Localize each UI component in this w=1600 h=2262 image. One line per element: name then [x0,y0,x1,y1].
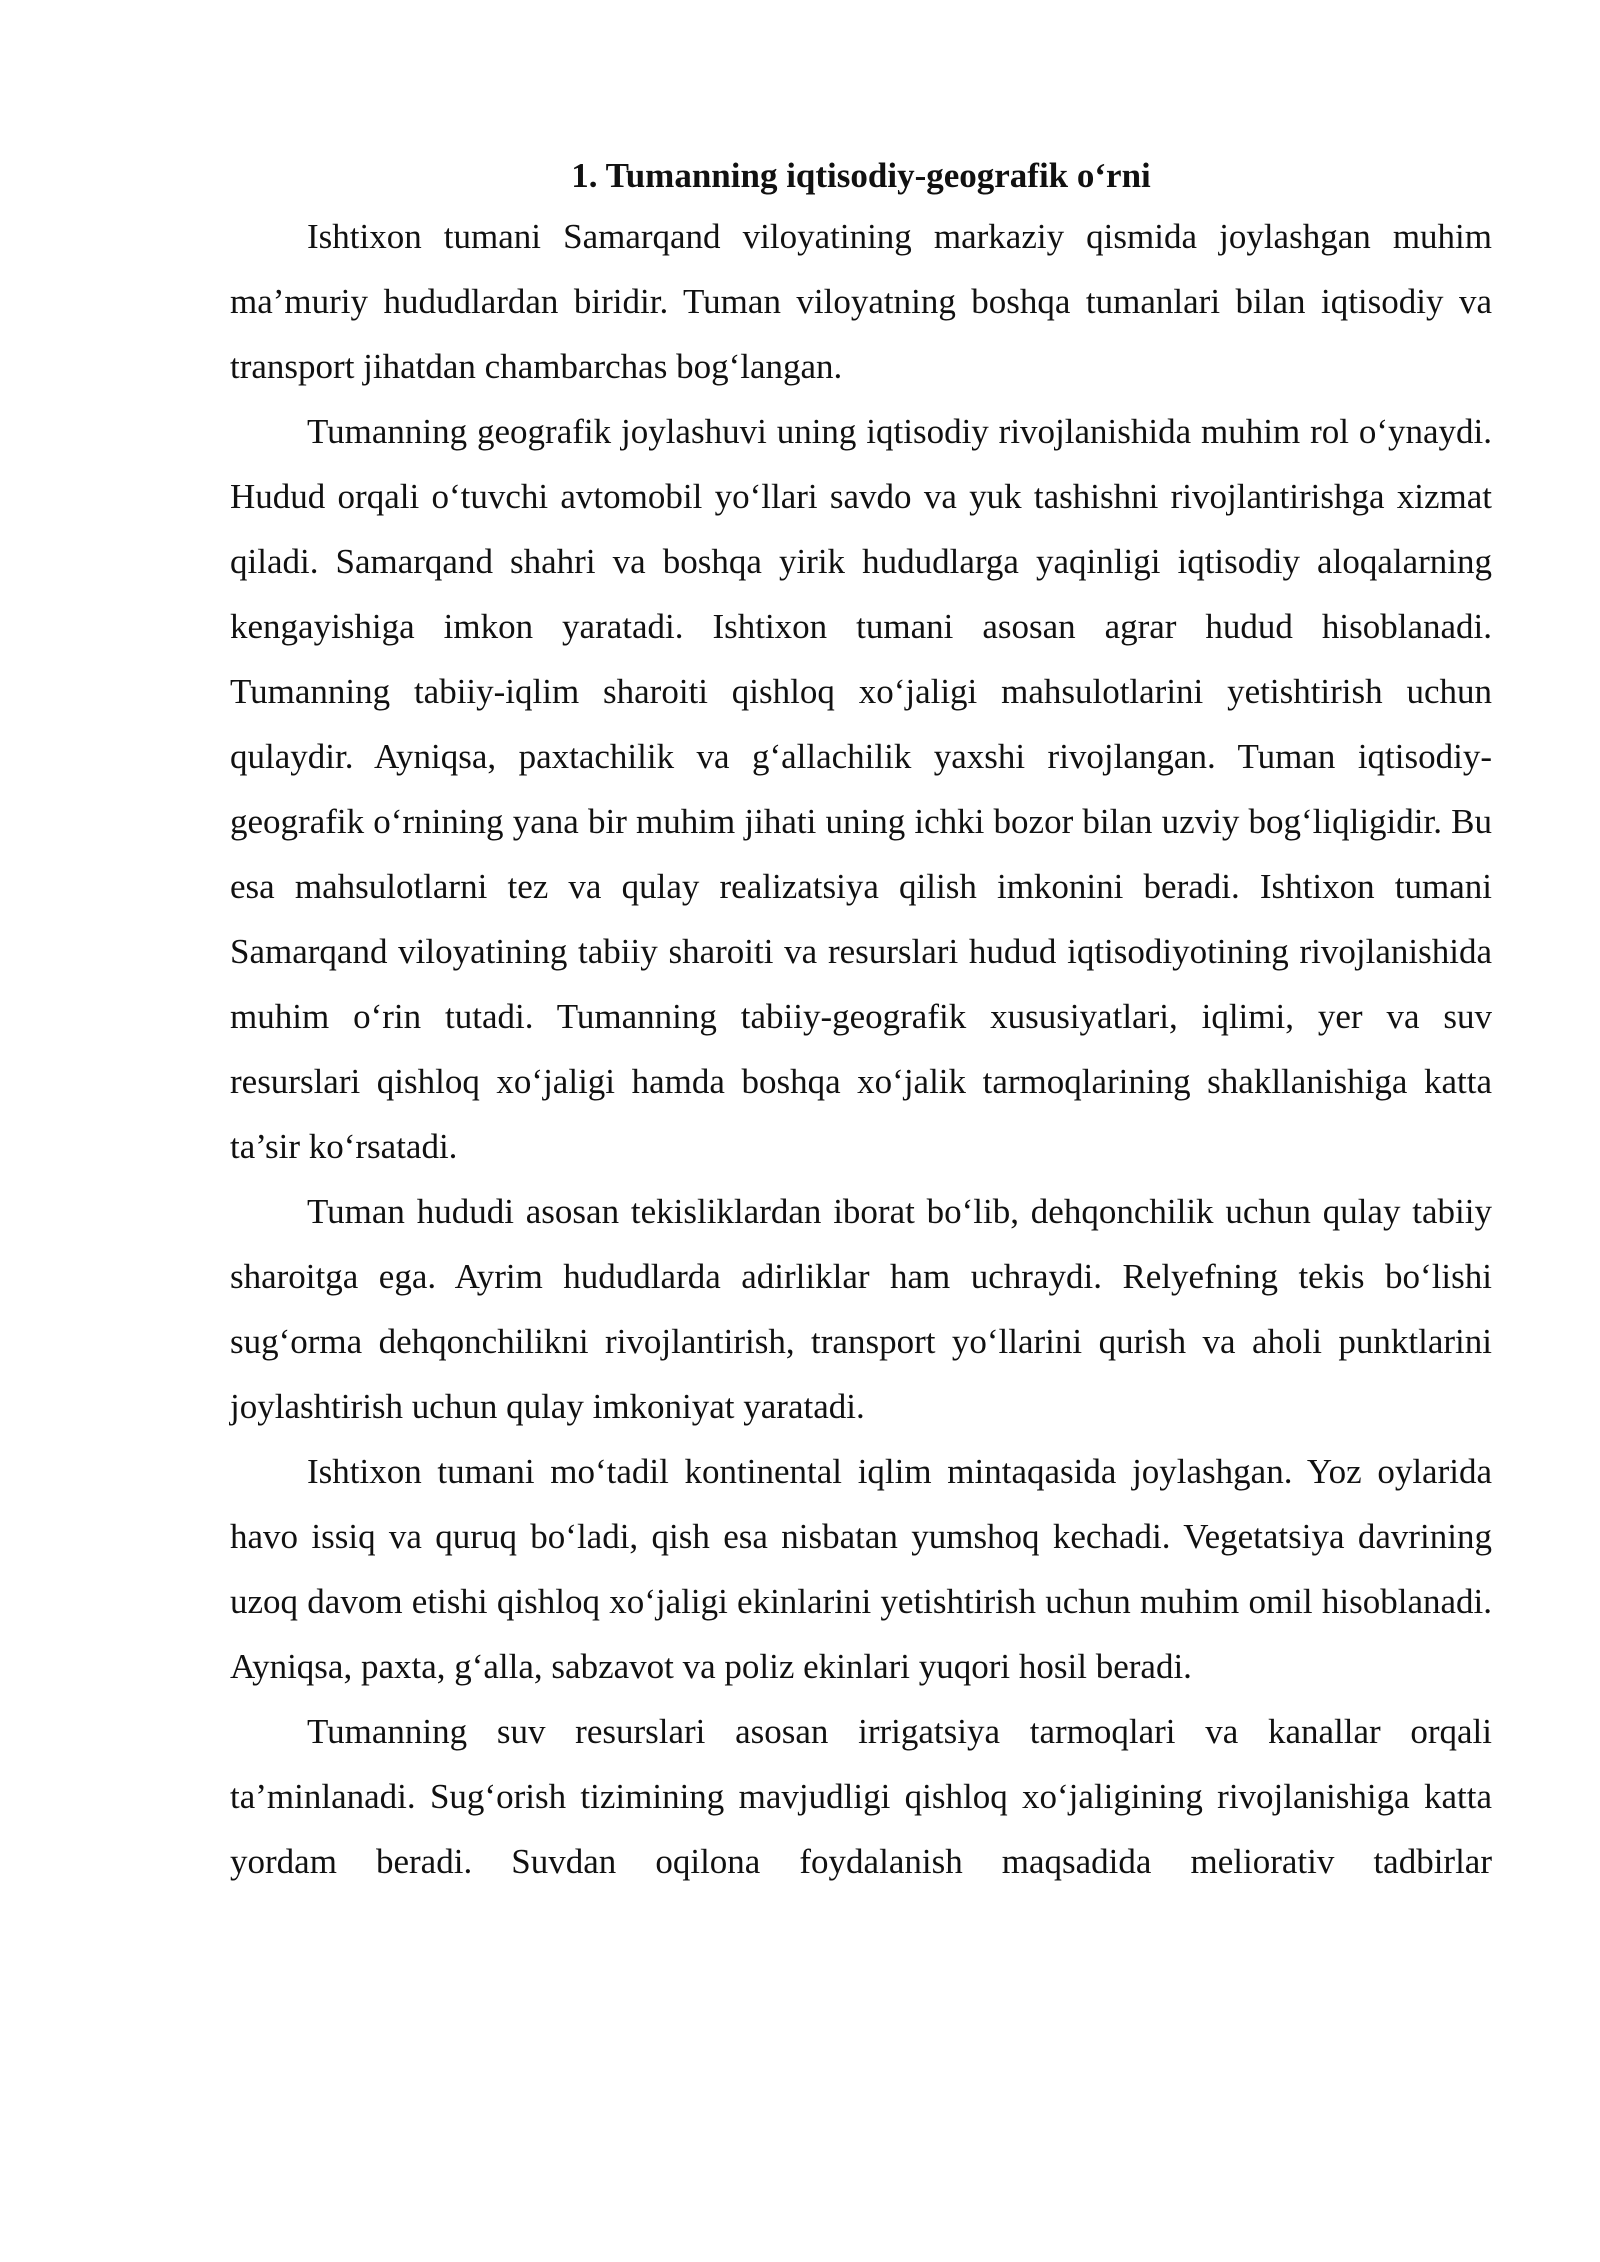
paragraph-water-resources: Tumanning suv resurslari asosan irrigatsiya tarmoqlari va kanallar orqali ta’minlanadi. Sug‘orish tizimining mavjudligi qishloq xo‘jaligining rivojlanishiga katta yordam beradi. Suvdan oqilona foydalanish maqsadida meliorativ tadbirlar [230,1712,1492,1881]
document-body [230,148,1492,1894]
paragraph-location-overview: Ishtixon tumani Samarqand viloyatining markaziy qismida joylashgan muhim ma’muriy hududlardan biridir. Tuman viloyatning boshqa tumanlari bilan iqtisodiy va transport jihatdan chambarchas bog‘langan. [230,217,1492,386]
section-title: 1. Tumanning iqtisodiy-geografik o‘rni [571,156,1151,195]
paragraph-geographic-position: Tumanning geografik joylashuvi uning iqtisodiy rivojlanishida muhim rol o‘ynaydi. Hudud orqali o‘tuvchi avtomobil yo‘llari savdo va yuk tashishni rivojlantirishga xizmat qiladi. Samarqand shahri va boshqa yirik hududlarga yaqinligi iqtisodiy aloqalarning kengayishiga imkon yaratadi. Ishtixon tumani asosan agrar hudud hisoblanadi. Tumanning tabiiy-iqlim sharoiti qishloq xo‘jaligi mahsulotlarini yetishtirish uchun qulaydir. Ayniqsa, paxtachilik va g‘allachilik yaxshi rivojlangan. Tuman iqtisodiy-geografik o‘rnining yana bir muhim jihati uning ichki bozor bilan uzviy bog‘liqligidir. Bu esa mahsulotlarni tez va qulay realizatsiya qilish imkonini beradi. Ishtixon tumani Samarqand viloyatining tabiiy sharoiti va resurslari hudud iqtisodiyotining rivojlanishida muhim o‘rin tutadi. Tumanning tabiiy-geografik xususiyatlari, iqlimi, yer va suv resurslari qishloq xo‘jaligi hamda boshqa xo‘jalik tarmoqlarining shakllanishiga katta ta’sir ko‘rsatadi. [230,412,1492,1166]
paragraph-climate: Ishtixon tumani mo‘tadil kontinental iqlim mintaqasida joylashgan. Yoz oylarida havo issiq va quruq bo‘ladi, qish esa nisbatan yumshoq kechadi. Vegetatsiya davrining uzoq davom etishi qishloq xo‘jaligi ekinlarini yetishtirish uchun muhim omil hisoblanadi. Ayniqsa, paxta, g‘alla, sabzavot va poliz ekinlari yuqori hosil beradi. [230,1452,1492,1686]
paragraph-relief: Tuman hududi asosan tekisliklardan iborat bo‘lib, dehqonchilik uchun qulay tabiiy sharoitga ega. Ayrim hududlarda adirliklar ham uchraydi. Relyefning tekis bo‘lishi sug‘orma dehqonchilikni rivojlantirish, transport yo‘llarini qurish va aholi punktlarini joylashtirish uchun qulay imkoniyat yaratadi. [230,1192,1492,1426]
